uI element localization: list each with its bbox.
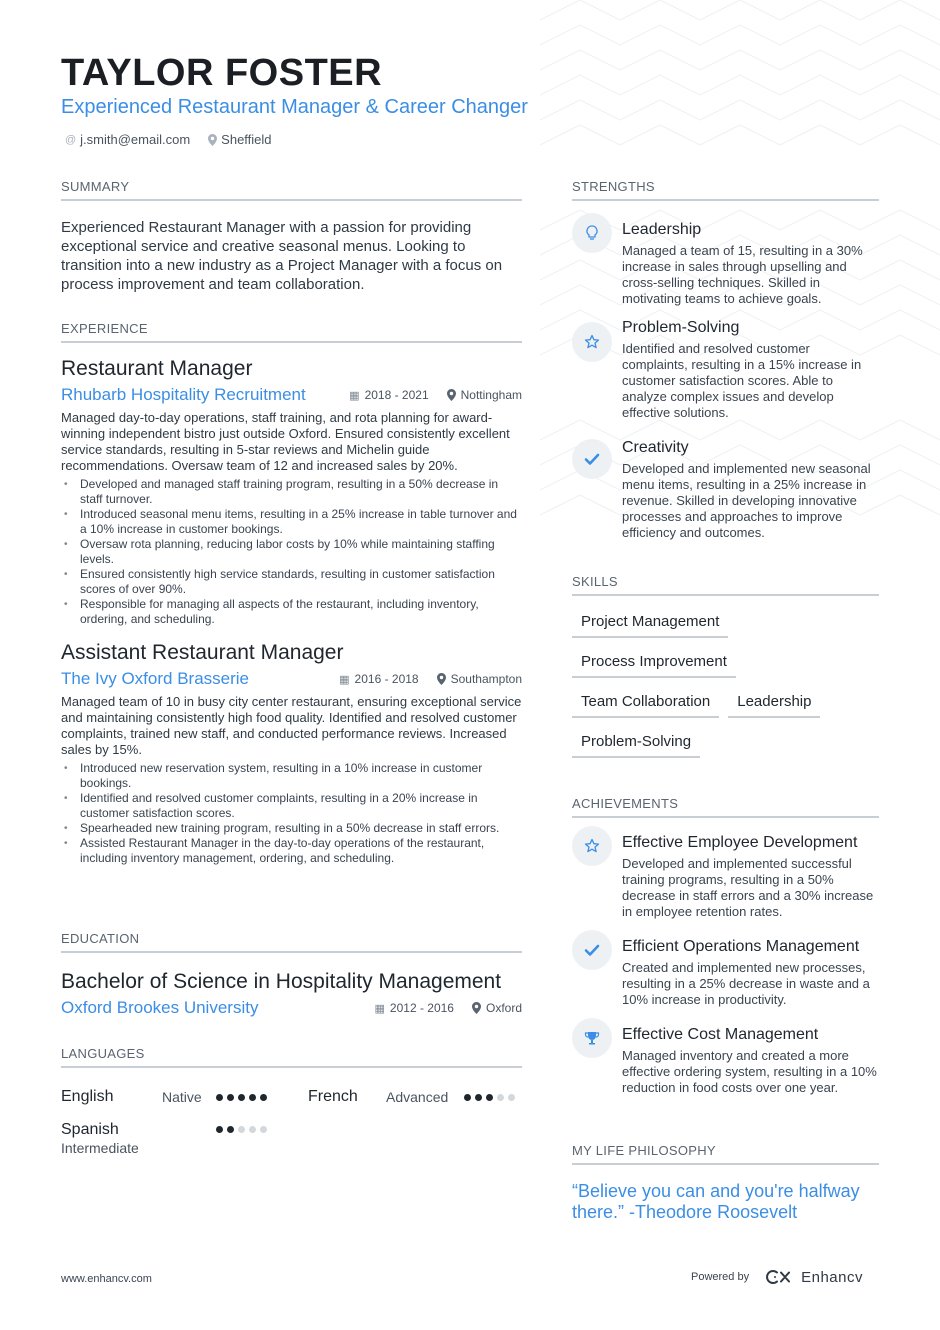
job-title: Restaurant Manager <box>61 357 253 380</box>
list-item: • Introduced seasonal menu items, resulting in a 25% increase in table turnover and a 10% increase in customer bookings. <box>61 507 522 537</box>
location-pin-icon <box>447 389 456 401</box>
list-item: • Identified and resolved customer complaints, resulting in a 20% increase in customer satisfaction scores. <box>61 791 522 821</box>
brand-name: Enhancv <box>801 1268 863 1286</box>
calendar-icon: ▦ <box>339 673 350 686</box>
rating-dot <box>508 1094 515 1101</box>
contact-email[interactable] <box>65 132 190 147</box>
list-item: • Oversaw rota planning, reducing labor costs by 10% while maintaining staffing levels. <box>61 537 522 567</box>
rating-dot <box>249 1094 256 1101</box>
section-title-skills: SKILLS <box>572 574 879 596</box>
calendar-icon: ▦ <box>374 1002 385 1015</box>
job-location: Nottingham <box>460 388 522 402</box>
lightbulb-icon <box>572 213 612 253</box>
language-level: Native <box>162 1089 202 1105</box>
skill-tag: Project Management <box>572 609 728 638</box>
job-description: Managed day-to-day operations, staff training, and rota planning for award-winning independent bistro just outside Oxford. Ensured consistently excellent service standards, resulting in 5-star reviews and Michelin guide recommendations. Oversaw team of 12 and increased sales by 20%. <box>61 410 510 473</box>
skill-tag: Problem-Solving <box>572 729 700 758</box>
rating-dot <box>216 1094 223 1101</box>
language-rating <box>216 1126 267 1133</box>
skill-tag: Team Collaboration <box>572 689 719 718</box>
list-item: • Ensured consistently high service standards, resulting in customer satisfaction scores of over 90%. <box>61 567 522 597</box>
section-title-strengths: STRENGTHS <box>572 179 879 201</box>
rating-dot <box>475 1094 482 1101</box>
philosophy-section <box>572 1143 879 1223</box>
rating-dot <box>260 1094 267 1101</box>
languages-section <box>61 1046 522 1156</box>
candidate-headline: Experienced Restaurant Manager & Career Changer <box>61 96 528 118</box>
check-icon <box>572 439 612 479</box>
star-icon <box>572 322 612 362</box>
strengths-section <box>572 179 879 541</box>
job-description: Managed team of 10 in busy city center restaurant, ensuring exceptional service and maintaining consistently high food quality. Identified and resolved customer complaints, trained new staff, and conducted performance reviews. Increased sales by 15%. <box>61 694 522 757</box>
email-text: j.smith@email.com <box>80 132 191 147</box>
section-title-achievements: ACHIEVEMENTS <box>572 796 879 818</box>
location-text: Sheffield <box>221 132 272 147</box>
star-icon <box>572 826 612 866</box>
summary-section <box>61 179 522 294</box>
list-item: • Introduced new reservation system, resulting in a 10% increase in customer bookings. <box>61 761 522 791</box>
job-company: The Ivy Oxford Brasserie <box>61 669 250 688</box>
education-location: Oxford <box>485 1001 522 1015</box>
rating-dot <box>227 1126 234 1133</box>
strength-title: Leadership <box>622 221 702 238</box>
strength-description: Developed and implemented new seasonal menu items, resulting in a 25% increase in revenue. Skilled in developing innovative processes and approaches to improve efficiency and outcomes. <box>622 461 871 540</box>
language-entry <box>61 1121 522 1156</box>
rating-dot <box>249 1126 256 1133</box>
education-section <box>61 931 522 1018</box>
achievement-title: Effective Employee Development <box>622 834 858 851</box>
list-item: • Developed and managed staff training program, resulting in a 50% decrease in staff turnover. <box>61 477 522 507</box>
rating-dot <box>227 1094 234 1101</box>
education-school: Oxford Brookes University <box>61 998 259 1017</box>
language-entry <box>61 1088 276 1106</box>
rating-dot <box>216 1126 223 1133</box>
job-dates: 2016 - 2018 <box>354 672 419 686</box>
skills-list <box>572 609 879 758</box>
language-level: Intermediate <box>61 1140 139 1156</box>
language-entry <box>308 1088 515 1106</box>
strength-item <box>572 439 879 541</box>
language-name: Spanish <box>61 1121 119 1138</box>
section-title-languages: LANGUAGES <box>61 1046 522 1068</box>
job-entry <box>61 641 522 866</box>
skills-section <box>572 574 879 758</box>
rating-dot <box>260 1126 267 1133</box>
check-icon <box>572 930 612 970</box>
job-bullets <box>61 761 522 866</box>
education-degree: Bachelor of Science in Hospitality Management <box>61 970 502 993</box>
calendar-icon: ▦ <box>349 389 360 402</box>
section-title-experience: EXPERIENCE <box>61 321 522 343</box>
strength-title: Creativity <box>622 439 689 456</box>
job-location: Southampton <box>450 672 522 686</box>
at-icon: @ <box>65 133 77 146</box>
section-title-education: EDUCATION <box>61 931 522 953</box>
rating-dot <box>486 1094 493 1101</box>
section-title-philosophy: MY LIFE PHILOSOPHY <box>572 1143 879 1165</box>
section-title-summary: SUMMARY <box>61 179 522 201</box>
job-entry <box>61 357 522 627</box>
education-dates: 2012 - 2016 <box>389 1001 454 1015</box>
philosophy-quote: “Believe you can and you're halfway there.” -Theodore Roosevelt <box>572 1181 860 1222</box>
location-pin-icon <box>437 673 446 685</box>
rating-dot <box>238 1126 245 1133</box>
achievement-title: Efficient Operations Management <box>622 938 860 955</box>
achievements-section <box>572 796 879 1096</box>
rating-dot <box>464 1094 471 1101</box>
strength-item <box>572 213 879 307</box>
job-company: Rhubarb Hospitality Recruitment <box>61 385 306 404</box>
achievement-title: Effective Cost Management <box>622 1026 819 1043</box>
job-dates: 2018 - 2021 <box>364 388 429 402</box>
enhancv-logo-icon <box>763 1268 795 1286</box>
contact-info <box>65 132 272 147</box>
footer-website[interactable]: www.enhancv.com <box>61 1273 152 1285</box>
language-rating <box>464 1094 515 1101</box>
skill-tag: Leadership <box>728 689 820 718</box>
brand-logo <box>763 1268 863 1286</box>
powered-by-text: Powered by <box>691 1271 750 1283</box>
skill-tag: Process Improvement <box>572 649 736 678</box>
achievement-description: Created and implemented new processes, resulting in a 25% decrease in waste and a 10% increase in productivity. <box>622 960 870 1007</box>
job-title: Assistant Restaurant Manager <box>61 641 344 664</box>
list-item: • Responsible for managing all aspects of the restaurant, including inventory, ordering, and scheduling. <box>61 597 522 627</box>
language-rating <box>216 1094 267 1101</box>
footer-branding[interactable] <box>691 1268 863 1286</box>
strength-description: Managed a team of 15, resulting in a 30% increase in sales through upselling and cross-selling techniques. Skilled in motivating teams to achieve goals. <box>622 243 863 306</box>
strength-item <box>572 319 879 421</box>
list-item: • Assisted Restaurant Manager in the day-to-day operations of the restaurant, including inventory management, ordering, and scheduling. <box>61 836 522 866</box>
experience-section <box>61 321 522 866</box>
location-pin-icon <box>208 134 217 146</box>
contact-location <box>208 132 271 147</box>
achievement-item <box>572 1026 879 1096</box>
language-level: Advanced <box>386 1089 449 1105</box>
achievement-item <box>572 834 879 920</box>
list-item: • Spearheaded new training program, resulting in a 50% decrease in staff errors. <box>61 821 522 836</box>
trophy-icon <box>572 1018 612 1058</box>
language-name: English <box>61 1088 114 1105</box>
rating-dot <box>238 1094 245 1101</box>
language-name: French <box>308 1088 358 1105</box>
candidate-name: TAYLOR FOSTER <box>61 52 383 94</box>
rating-dot <box>497 1094 504 1101</box>
achievement-item <box>572 938 879 1008</box>
achievement-description: Developed and implemented successful training programs, resulting in a 50% decrease in staff errors and a 30% increase in employee retention rates. <box>622 856 874 919</box>
summary-text: Experienced Restaurant Manager with a passion for providing exceptional service and creative seasonal menus. Looking to transition into a new industry as a Project Manager with a focus on process improvement and team collaboration. <box>61 219 503 293</box>
location-pin-icon <box>472 1002 481 1014</box>
job-bullets <box>61 477 522 627</box>
achievement-description: Managed inventory and created a more effective ordering system, resulting in a 10% reduction in food costs over one year. <box>622 1048 877 1095</box>
strength-description: Identified and resolved customer complaints, resulting in a 15% increase in customer satisfaction scores. Able to analyze complex issues and develop effective solutions. <box>622 341 862 420</box>
strength-title: Problem-Solving <box>622 319 740 336</box>
